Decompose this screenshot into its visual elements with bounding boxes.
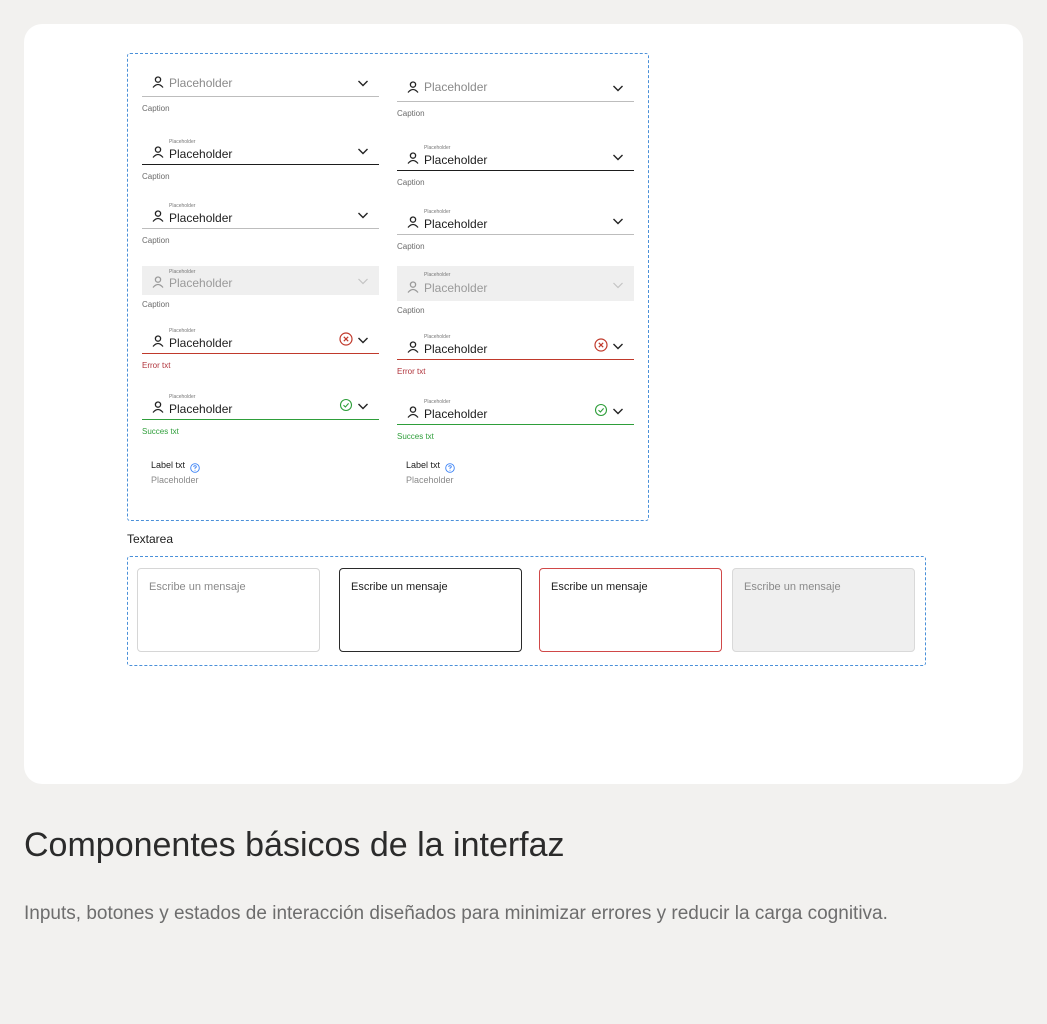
select-floating-label: Placeholder xyxy=(424,145,451,151)
chevron-down-icon[interactable] xyxy=(612,404,624,416)
select-caption: Caption xyxy=(397,242,425,251)
select-success-text: Succes txt xyxy=(142,427,179,436)
select-caption: Caption xyxy=(397,109,425,118)
select-value: Placeholder xyxy=(169,211,233,225)
select-value: Placeholder xyxy=(169,402,233,416)
success-check-icon xyxy=(594,403,608,417)
chevron-down-icon[interactable] xyxy=(357,333,369,345)
chevron-down-icon[interactable] xyxy=(357,208,369,220)
chevron-down-icon[interactable] xyxy=(612,81,624,93)
page-title: Componentes básicos de la interfaz xyxy=(24,826,565,864)
select-value: Placeholder xyxy=(169,336,233,350)
textarea-placeholder: Escribe un mensaje xyxy=(551,581,648,593)
select-caption: Caption xyxy=(142,104,170,113)
select-value: Placeholder xyxy=(424,217,488,231)
select-floating-label: Placeholder xyxy=(424,399,451,405)
textarea-placeholder: Escribe un mensaje xyxy=(744,581,841,593)
textarea-placeholder: Escribe un mensaje xyxy=(149,581,246,593)
field-placeholder: Placeholder xyxy=(151,475,199,485)
textarea-default[interactable] xyxy=(137,568,320,652)
chevron-down-icon[interactable] xyxy=(357,144,369,156)
user-icon xyxy=(152,210,164,222)
user-icon xyxy=(407,281,419,293)
select-value: Placeholder xyxy=(169,276,233,290)
select-floating-label: Placeholder xyxy=(169,394,196,400)
select-caption: Caption xyxy=(397,178,425,187)
select-floating-label: Placeholder xyxy=(169,203,196,209)
chevron-down-icon[interactable] xyxy=(357,399,369,411)
chevron-down-icon xyxy=(357,274,369,286)
textarea-placeholder: Escribe un mensaje xyxy=(351,581,448,593)
textarea-focus[interactable] xyxy=(339,568,522,652)
user-icon xyxy=(407,81,419,93)
textarea-section-title: Textarea xyxy=(127,532,174,546)
chevron-down-icon xyxy=(612,278,624,290)
user-icon xyxy=(407,406,419,418)
user-icon xyxy=(407,152,419,164)
error-circle-icon xyxy=(594,338,608,352)
select-caption: Caption xyxy=(397,306,425,315)
select-floating-label: Placeholder xyxy=(424,334,451,340)
select-error-text: Error txt xyxy=(397,367,426,376)
select-value: Placeholder xyxy=(424,281,488,295)
success-check-icon xyxy=(339,398,353,412)
select-value: Placeholder xyxy=(424,407,488,421)
field-label: Label txt xyxy=(406,460,441,470)
select-floating-label: Placeholder xyxy=(169,328,196,334)
user-icon xyxy=(407,216,419,228)
user-icon xyxy=(152,76,164,88)
select-caption: Caption xyxy=(142,236,170,245)
select-floating-label: Placeholder xyxy=(424,272,451,278)
chevron-down-icon[interactable] xyxy=(612,150,624,162)
select-caption: Caption xyxy=(142,300,170,309)
select-value: Placeholder xyxy=(169,147,233,161)
field-placeholder: Placeholder xyxy=(406,475,454,485)
help-circle-icon[interactable] xyxy=(190,460,200,470)
field-label: Label txt xyxy=(151,460,186,470)
user-icon xyxy=(152,401,164,413)
select-placeholder: Placeholder xyxy=(169,76,233,90)
user-icon xyxy=(152,335,164,347)
select-placeholder: Placeholder xyxy=(424,80,488,94)
select-caption: Caption xyxy=(142,172,170,181)
select-floating-label: Placeholder xyxy=(169,139,196,145)
chevron-down-icon[interactable] xyxy=(357,76,369,88)
chevron-down-icon[interactable] xyxy=(612,214,624,226)
select-floating-label: Placeholder xyxy=(169,269,196,275)
select-success-text: Succes txt xyxy=(397,432,434,441)
user-icon xyxy=(152,146,164,158)
user-icon xyxy=(407,341,419,353)
select-floating-label: Placeholder xyxy=(424,209,451,215)
textarea-disabled xyxy=(732,568,915,652)
help-circle-icon[interactable] xyxy=(445,460,455,470)
select-value: Placeholder xyxy=(424,153,488,167)
select-error-text: Error txt xyxy=(142,361,171,370)
page-description: Inputs, botones y estados de interacción diseñados para minimizar errores y reducir la carga cognitiva. xyxy=(24,903,888,924)
error-circle-icon xyxy=(339,332,353,346)
textarea-error[interactable] xyxy=(539,568,722,652)
user-icon xyxy=(152,276,164,288)
select-value: Placeholder xyxy=(424,342,488,356)
chevron-down-icon[interactable] xyxy=(612,339,624,351)
